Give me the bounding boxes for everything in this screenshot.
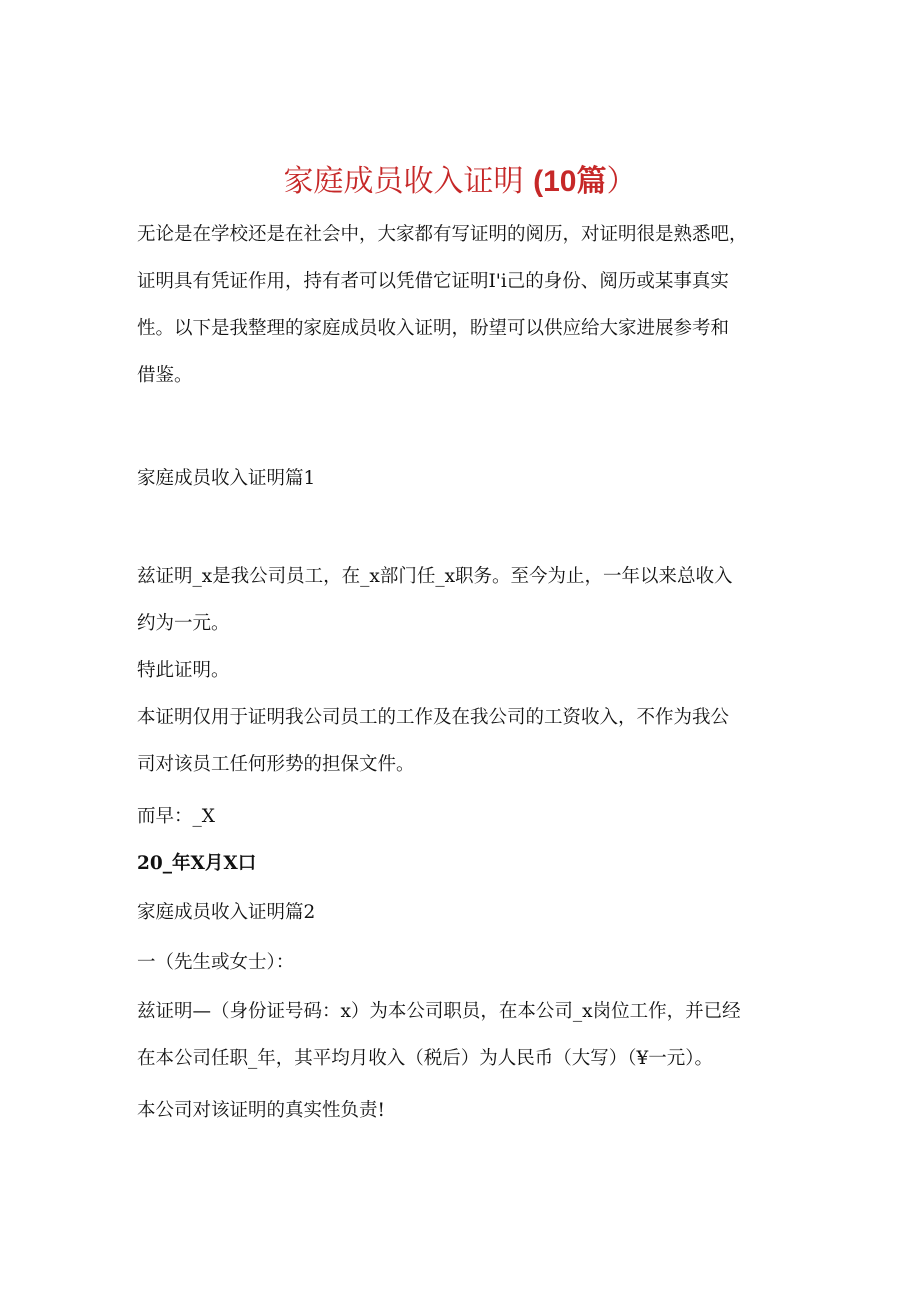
date-line: 20_年X月X口	[137, 853, 257, 874]
paragraph-line: 约为一元。	[137, 613, 230, 634]
section1-paragraph-1	[137, 553, 797, 647]
section-heading-2: 家庭成员收入证明篇2	[137, 902, 316, 923]
intro-line: 无论是在学校还是在社会中，大家都有写证明的阅历，对证明很是熟悉吧，	[137, 224, 748, 245]
document-title	[0, 160, 920, 204]
section-heading-1: 家庭成员收入证明篇1	[137, 468, 316, 489]
intro-line: 证明具有凭证作用，持有者可以凭借它证明I'i己的身份、阅历或某事真实	[137, 271, 729, 292]
intro-line: 性。以下是我整理的家庭成员收入证明，盼望可以供应给大家进展参考和	[137, 318, 730, 339]
paragraph-line: 本证明仅用于证明我公司员工的工作及在我公司的工资收入，不作为我公	[137, 707, 730, 728]
signature-line: 而早：_X	[137, 806, 215, 827]
section2-paragraph-1	[137, 988, 797, 1082]
title-end: ）	[606, 164, 637, 200]
intro-line: 借鉴。	[137, 365, 193, 386]
section2-paragraph-2: 本公司对该证明的真实性负责!	[137, 1100, 385, 1121]
section1-paragraph-2: 特此证明。	[137, 660, 230, 681]
paragraph-line: 司对该员工任何形势的担保文件。	[137, 754, 415, 775]
paragraph-line: 兹证明—（身份证号码：x）为本公司职员，在本公司_x岗位工作，并已经	[137, 1001, 741, 1022]
intro-paragraph	[137, 211, 797, 399]
title-count: (10篇	[533, 165, 607, 199]
paragraph-line: 在本公司任职_年，其平均月收入（税后）为人民币（大写）（¥一元）。	[137, 1048, 714, 1069]
salutation-line: 一（先生或女士）：	[137, 952, 295, 973]
paragraph-line: 兹证明_x是我公司员工，在_x部门任_x职务。至今为止，一年以来总收入	[137, 566, 733, 587]
title-main: 家庭成员收入证明	[283, 164, 524, 200]
section1-paragraph-3	[137, 694, 797, 788]
